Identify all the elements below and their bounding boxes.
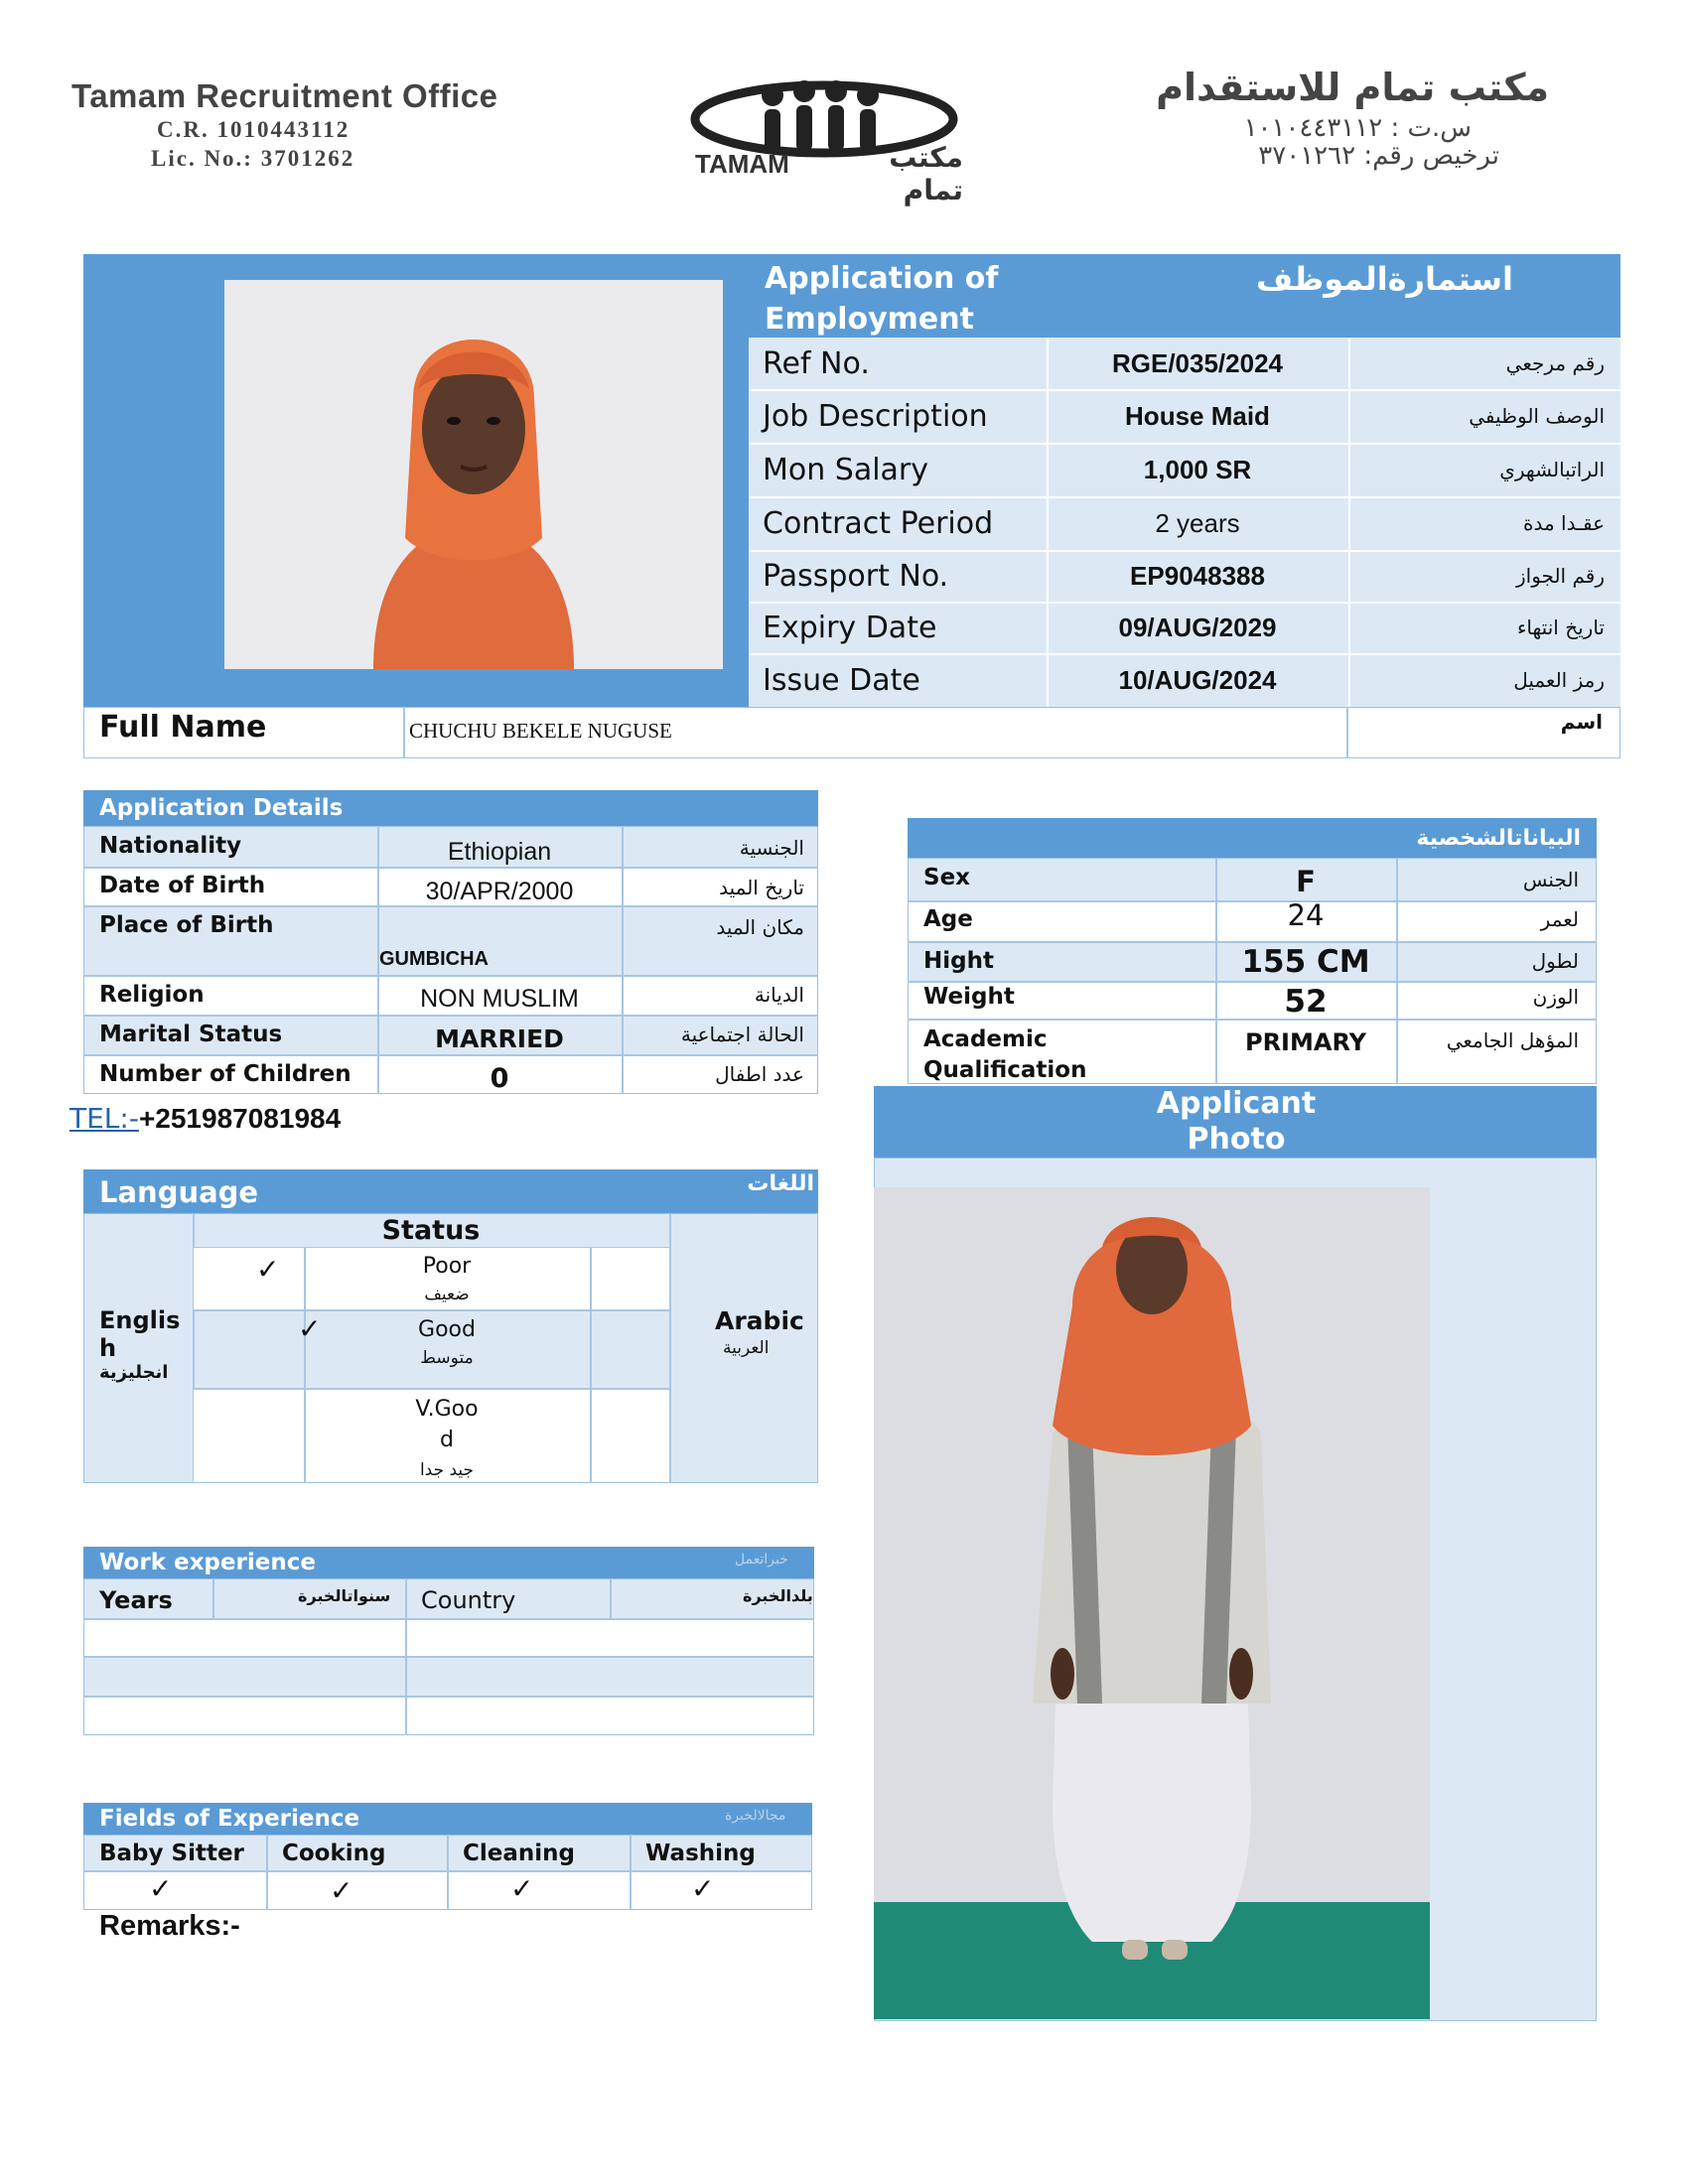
job-description-label: Job Description <box>763 398 988 434</box>
height-label: Hight <box>923 948 994 974</box>
passport-no-ar: رقم الجواز <box>1516 564 1605 588</box>
full-name-ar: اسم <box>1560 710 1603 734</box>
tamam-logo <box>685 71 963 206</box>
marital-status-value: MARRIED <box>435 1024 564 1053</box>
level-poor-ar: ضعيف <box>424 1285 470 1304</box>
divider <box>1348 338 1350 707</box>
weight-label: Weight <box>923 984 1015 1010</box>
divider <box>447 1835 449 1910</box>
religion-ar: الديانة <box>754 983 804 1007</box>
logo-text-ar: مكتب تمام <box>889 141 963 206</box>
level-vgood-ar: جيد جدا <box>419 1460 475 1480</box>
contract-period-value: 2 years <box>1155 507 1240 538</box>
tel-label[interactable]: TEL:- <box>70 1102 139 1135</box>
divider <box>403 707 405 758</box>
sex-ar: الجنس <box>1522 868 1579 891</box>
logo-text-en: TAMAM <box>695 149 789 179</box>
sex-label: Sex <box>923 865 970 890</box>
language-title-en: Language <box>99 1175 259 1209</box>
divider <box>83 975 818 977</box>
job-description-ar: الوصف الوظيفي <box>1469 404 1605 428</box>
dob-ar: تاريخ الميد <box>719 876 804 899</box>
height-value: 155 CM <box>1241 944 1370 980</box>
level-good-ar: متوسط <box>420 1348 474 1368</box>
office-name-en: Tamam Recruitment Office <box>71 77 498 114</box>
divider <box>193 1309 669 1311</box>
contract-period-label: Contract Period <box>763 505 994 541</box>
license-number-ar: ترخيص رقم: ٣٧٠١٢٦٢ <box>1258 141 1499 171</box>
divider <box>193 1388 669 1390</box>
application-title-ar: استمارةالموظف <box>1255 260 1513 298</box>
full-name-label: Full Name <box>99 709 267 745</box>
office-name-ar: مكتب تمام للاستقدام <box>1156 66 1549 109</box>
children-label: Number of Children <box>99 1061 352 1087</box>
country-ar: بلدالخبرة <box>743 1585 813 1605</box>
children-value: 0 <box>490 1062 509 1094</box>
details-title: Application Details <box>99 795 344 821</box>
nationality-label: Nationality <box>99 833 242 859</box>
divider <box>1346 707 1348 758</box>
cooking-check-icon[interactable]: ✓ <box>330 1873 353 1907</box>
issue-date-label: Issue Date <box>763 662 920 698</box>
divider <box>749 550 1620 552</box>
issue-date-ar: رمز العميل <box>1513 668 1605 692</box>
divider <box>749 602 1620 604</box>
remarks-label: Remarks:- <box>99 1910 240 1942</box>
issue-date-value: 10/AUG/2024 <box>1118 664 1277 695</box>
expiry-date-ar: تاريخ انتهاء <box>1516 615 1605 639</box>
marital-status-label: Marital Status <box>99 1022 283 1047</box>
work-title: Work experience <box>99 1550 316 1575</box>
dob-value: 30/APR/2000 <box>425 877 574 905</box>
nationality-value: Ethiopian <box>447 837 552 866</box>
divider <box>83 1015 818 1017</box>
ref-no-label: Ref No. <box>763 345 870 381</box>
nationality-ar: الجنسية <box>739 836 804 860</box>
license-number-en: Lic. No.: 3701262 <box>151 146 355 171</box>
divider <box>749 389 1620 391</box>
cleaning-check-icon[interactable]: ✓ <box>510 1871 534 1905</box>
field-baby-sitter: Baby Sitter <box>99 1841 244 1866</box>
age-value: 24 <box>1287 898 1325 932</box>
applicant-full-photo <box>874 1187 1430 2019</box>
divider <box>630 1835 632 1910</box>
divider <box>83 1618 814 1620</box>
work-title-ar: خبراتعمل <box>735 1552 788 1568</box>
divider <box>83 1054 818 1056</box>
photo-panel-title: Applicant Photo <box>1156 1086 1317 1157</box>
academic-ar: المؤهل الجامعي <box>1446 1028 1579 1052</box>
passport-no-label: Passport No. <box>763 558 949 594</box>
divider <box>212 1578 214 1618</box>
application-title-en: Application of Employment <box>765 261 999 337</box>
expiry-date-value: 09/AUG/2029 <box>1118 612 1277 642</box>
arabic-ar: العربية <box>723 1338 770 1358</box>
arabic-good-check-icon[interactable]: ✓ <box>298 1312 322 1345</box>
divider <box>1047 338 1049 707</box>
job-description-value: House Maid <box>1125 400 1270 431</box>
tel-line <box>70 1102 341 1135</box>
divider <box>749 443 1620 445</box>
divider <box>1396 858 1398 1084</box>
years-label: Years <box>99 1586 173 1614</box>
english-poor-check-icon[interactable]: ✓ <box>256 1253 280 1286</box>
weight-value: 52 <box>1284 984 1328 1020</box>
divider <box>669 1213 671 1483</box>
divider <box>83 1656 814 1658</box>
english-label: Englis h <box>99 1306 181 1362</box>
divider <box>266 1835 268 1910</box>
religion-label: Religion <box>99 982 205 1008</box>
contract-period-ar: عقـدا مدة <box>1522 511 1605 535</box>
washing-check-icon[interactable]: ✓ <box>691 1871 715 1905</box>
divider <box>749 496 1620 498</box>
tel-value: +251987081984 <box>138 1103 342 1134</box>
full-name-row <box>83 707 1620 758</box>
fields-title: Fields of Experience <box>99 1806 360 1832</box>
applicant-headshot <box>224 280 723 669</box>
dob-label: Date of Birth <box>99 873 266 898</box>
level-poor <box>304 1253 590 1308</box>
field-washing: Washing <box>645 1841 756 1866</box>
expiry-date-label: Expiry Date <box>763 610 937 645</box>
age-label: Age <box>923 906 973 932</box>
place-of-birth-label: Place of Birth <box>99 912 274 938</box>
salary-label: Mon Salary <box>763 452 929 487</box>
personal-title-ar: البياناتالشخصية <box>1416 825 1581 851</box>
arabic-label: Arabic <box>715 1306 804 1335</box>
work-row-bg <box>84 1618 813 1656</box>
work-row-bg <box>84 1696 813 1734</box>
weight-ar: الوزن <box>1532 985 1579 1009</box>
country-label: Country <box>421 1586 516 1614</box>
language-title-ar: اللغات <box>747 1170 814 1196</box>
age-ar: لعمر <box>1540 907 1579 931</box>
fields-title-ar: مجالالخبرة <box>725 1808 786 1824</box>
divider <box>610 1578 612 1618</box>
level-vgood-en: V.Goo d <box>415 1397 479 1452</box>
academic-value: PRIMARY <box>1244 1028 1366 1056</box>
passport-no-value: EP9048388 <box>1130 560 1265 591</box>
field-cooking: Cooking <box>282 1841 386 1866</box>
divider <box>749 653 1620 655</box>
height-ar: لطول <box>1531 949 1579 973</box>
cr-number-ar: س.ت : ١٠١٠٤٤٣١١٢ <box>1243 113 1472 143</box>
status-header: Status <box>381 1214 481 1246</box>
level-poor-en: Poor <box>422 1254 472 1279</box>
field-cleaning: Cleaning <box>463 1841 575 1866</box>
academic-label: Academic Qualification <box>923 1026 1087 1083</box>
religion-value: NON MUSLIM <box>420 984 579 1013</box>
full-name-value: CHUCHU BEKELE NUGUSE <box>409 718 672 743</box>
salary-value: 1,000 SR <box>1143 454 1252 484</box>
ref-no-value: RGE/035/2024 <box>1111 347 1283 378</box>
sex-value: F <box>1296 865 1316 898</box>
place-of-birth-value: GUMBICHA <box>379 947 489 970</box>
years-ar: سنواتالخبرة <box>298 1585 391 1605</box>
baby-sitter-check-icon[interactable]: ✓ <box>149 1871 173 1905</box>
level-good <box>304 1316 590 1372</box>
children-ar: عدد اطفال <box>715 1062 804 1086</box>
level-good-en: Good <box>418 1317 476 1342</box>
divider <box>590 1247 592 1483</box>
salary-ar: الراتبالشهري <box>1499 458 1605 481</box>
marital-status-ar: الحالة اجتماعية <box>680 1023 804 1046</box>
ref-no-ar: رقم مرجعي <box>1505 351 1605 375</box>
english-ar: انجليزية <box>99 1362 169 1383</box>
cr-number-en: C.R. 1010443112 <box>157 117 351 142</box>
level-vgood <box>407 1394 487 1486</box>
place-of-birth-ar: مكان الميد <box>716 915 804 939</box>
divider <box>83 1696 814 1698</box>
